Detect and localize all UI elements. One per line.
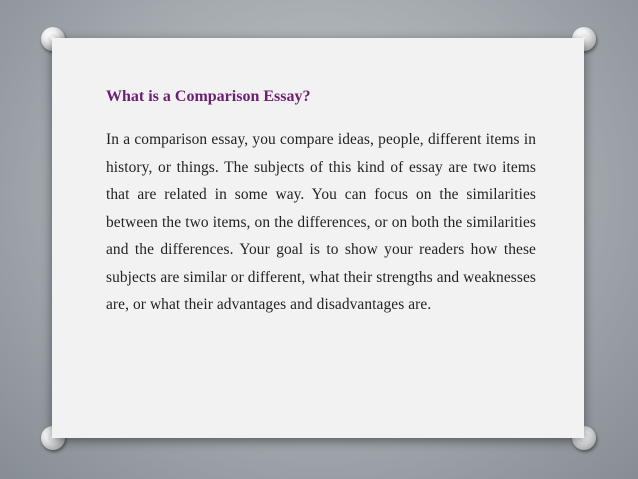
slide-body-text: In a comparison essay, you compare ideas, people, different items in history, or things. The subjects of this kind of essay are two items that are related in some way. You can focus on the similarities between the two items, on the differences, or on both the similarities and the differences. Your goal is to show your readers how these subjects are similar or different, what their strengths and weaknesses are, or what their advantages and disadvantages are. [106, 131, 536, 313]
slide-title: What is a Comparison Essay? [106, 88, 311, 105]
slide-card [52, 38, 584, 438]
